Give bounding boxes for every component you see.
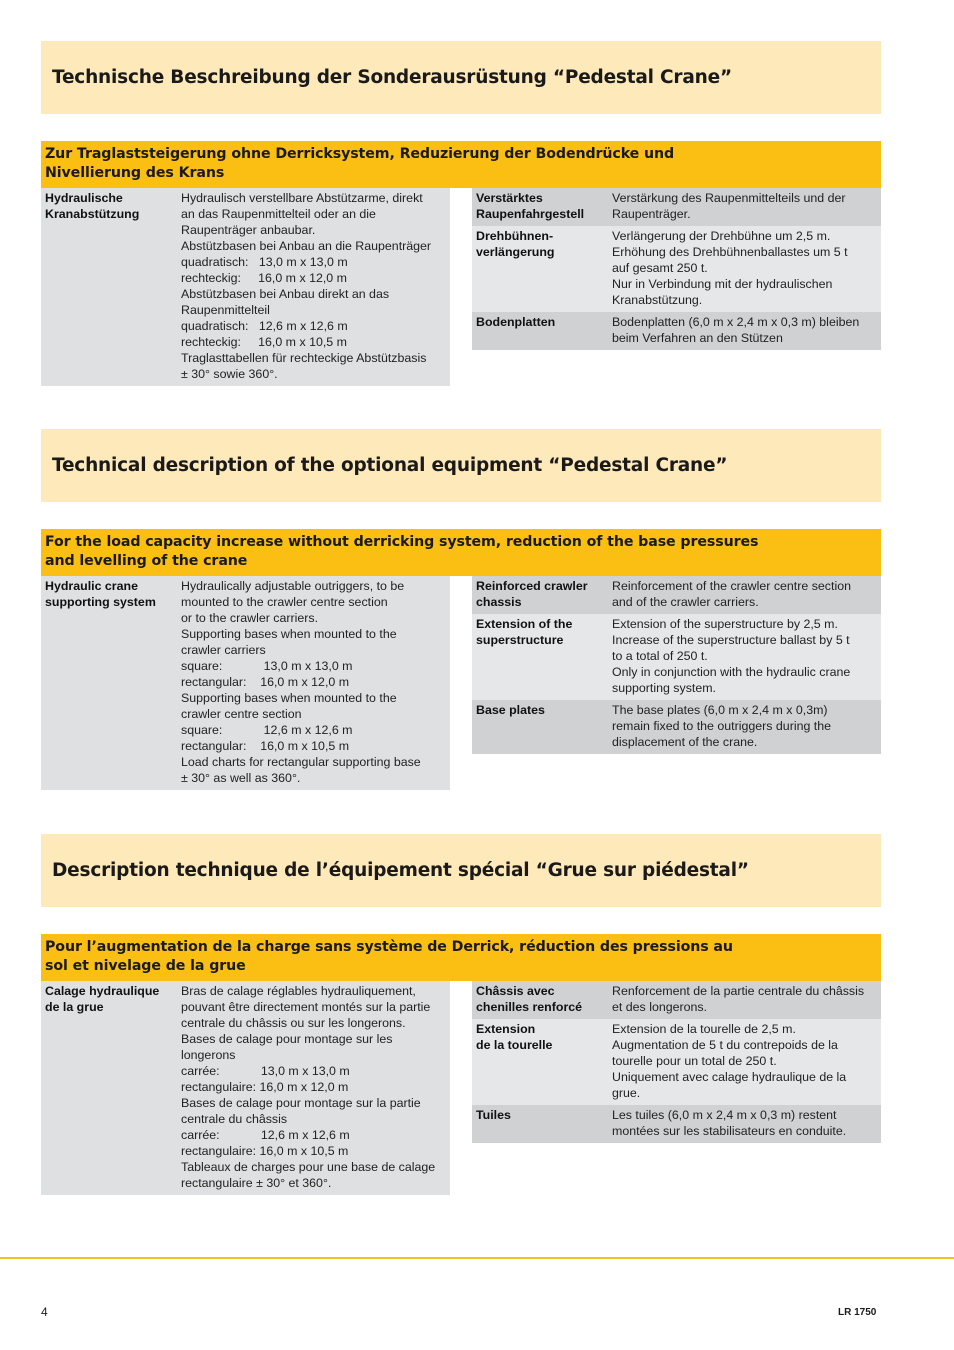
section-title: Technical description of the optional equipment “Pedestal Crane” [52,455,728,476]
spec-value: The base plates (6,0 m x 2,4 m x 0,3m) remain fixed to the outriggers during the displacement of the crane. [612,703,832,749]
subtitle-line: and levelling of the crane [45,553,248,569]
spec-row [472,576,881,614]
section-title: Description technique de l’équipement spécial “Grue sur piédestal” [52,860,749,881]
spec-value: Renforcement de la partie centrale du châssis et des longerons. [612,984,865,1014]
section-subtitle-box [41,141,881,188]
spec-row [41,981,450,1195]
section-english [41,429,881,785]
spec-value: Reinforcement of the crawler centre section and of the crawler carriers. [612,579,851,609]
subtitle-line: Zur Traglaststeigerung ohne Derricksystem, Reduzierung der Bodendrücke und [45,146,675,162]
section-german [41,41,881,381]
subtitle-line: For the load capacity increase without derricking system, reduction of the base pressures [45,534,759,550]
spec-label: Bodenplatten [476,315,556,329]
spec-label: Extension de la tourelle [476,1022,553,1052]
subtitle-line: sol et nivelage de la grue [45,958,246,974]
spec-label: Extension of the superstructure [476,617,573,647]
spec-label: Base plates [476,703,545,717]
spec-value: Bras de calage réglables hydrauliquement, pouvant être directement montés sur la partie centrale du châssis ou sur les longerons. Bases de calage pour montage sur les longerons carrée: 13,0 m x 13,0 m rectangulaire: 16,0 m x 12,0 m Bases de calage pour montage sur la partie centrale du châssis carrée: 12,6 m x 12,6 m rectangulaire: 16,0 m x 10,5 m Tableaux de charges pour une base de calage rectangulaire ± 30° et 360°. [181,984,436,1190]
section-title-box [41,41,881,114]
spec-row [472,188,881,226]
spec-label: Drehbühnen- verlängerung [476,229,555,259]
left-spec-block [41,981,450,1195]
right-spec-block [472,188,881,350]
spec-value: Verlängerung der Drehbühne um 2,5 m. Erhöhung des Drehbühnenballastes um 5 t auf gesamt 250 t. Nur in Verbindung mit der hydraulischen Kranabstützung. [612,229,848,307]
spec-row [472,1105,881,1143]
section-subtitle [45,145,876,183]
page-number: 4 [41,1305,48,1319]
spec-value: Bodenplatten (6,0 m x 2,4 m x 0,3 m) bleiben beim Verfahren an den Stützen [612,315,860,345]
left-spec-block [41,188,450,386]
footer-rule [0,1257,954,1259]
model-label: LR 1750 [838,1307,877,1318]
section-subtitle-box [41,529,881,576]
section-title: Technische Beschreibung der Sonderausrüstung “Pedestal Crane” [52,67,732,88]
spec-value: Extension of the superstructure by 2,5 m. Increase of the superstructure ballast by 5 t to a total of 250 t. Only in conjunction with the hydraulic crane supporting system. [612,617,851,695]
spec-label: Verstärktes Raupenfahrgestell [476,191,585,221]
section-title-box [41,834,881,907]
spec-row [472,1019,881,1105]
spec-label: Tuiles [476,1108,511,1122]
left-spec-block [41,576,450,790]
spec-row [472,981,881,1019]
section-subtitle-box [41,934,881,981]
spec-label: Châssis avec chenilles renforcé [476,984,583,1014]
spec-label: Hydraulic crane supporting system [45,579,156,609]
right-spec-block [472,981,881,1143]
spec-value: Les tuiles (6,0 m x 2,4 m x 0,3 m) restent montées sur les stabilisateurs en conduite. [612,1108,847,1138]
spec-row [472,614,881,700]
subtitle-line: Nivellierung des Krans [45,165,225,181]
right-spec-block [472,576,881,754]
spec-label: Reinforced crawler chassis [476,579,588,609]
spec-value: Extension de la tourelle de 2,5 m. Augmentation de 5 t du contrepoids de la tourelle pour un total de 250 t. Uniquement avec calage hydraulique de la grue. [612,1022,847,1100]
spec-row [472,312,881,350]
section-subtitle [45,938,876,976]
spec-value: Verstärkung des Raupenmittelteils und der Raupenträger. [612,191,846,221]
spec-row [472,700,881,754]
spec-row [472,226,881,312]
spec-label: Calage hydraulique de la grue [45,984,160,1014]
spec-value: Hydraulisch verstellbare Abstützarme, direkt an das Raupenmittelteil oder an die Raupenträger anbaubar. Abstützbasen bei Anbau an die Raupenträger quadratisch: 13,0 m x 13,0 m rechteckig: 16,0 m x 12,0 m Abstützbasen bei Anbau direkt an das Raupenmittelteil quadratisch: 12,6 m x 12,6 m rechteckig: 16,0 m x 10,5 m Traglasttabellen für rechteckige Abstützbasis ± 30° sowie 360°. [181,191,432,381]
spec-row [41,576,450,790]
section-title-box [41,429,881,502]
section-french [41,834,881,1190]
spec-label: Hydraulische Kranabstützung [45,191,140,221]
subtitle-line: Pour l’augmentation de la charge sans système de Derrick, réduction des pressions au [45,939,733,955]
spec-row [41,188,450,386]
section-subtitle [45,533,876,571]
spec-value: Hydraulically adjustable outriggers, to be mounted to the crawler centre section or to the crawler carriers. Supporting bases when mounted to the crawler carriers square: 13,0 m x 13,0 m rectangular: 16,0 m x 12,0 m Supporting bases when mounted to the crawler centre section square: 12,6 m x 12,6 m rectangular: 16,0 m x 10,5 m Load charts for rectangular supporting base ± 30° as well as 360°. [181,579,421,785]
